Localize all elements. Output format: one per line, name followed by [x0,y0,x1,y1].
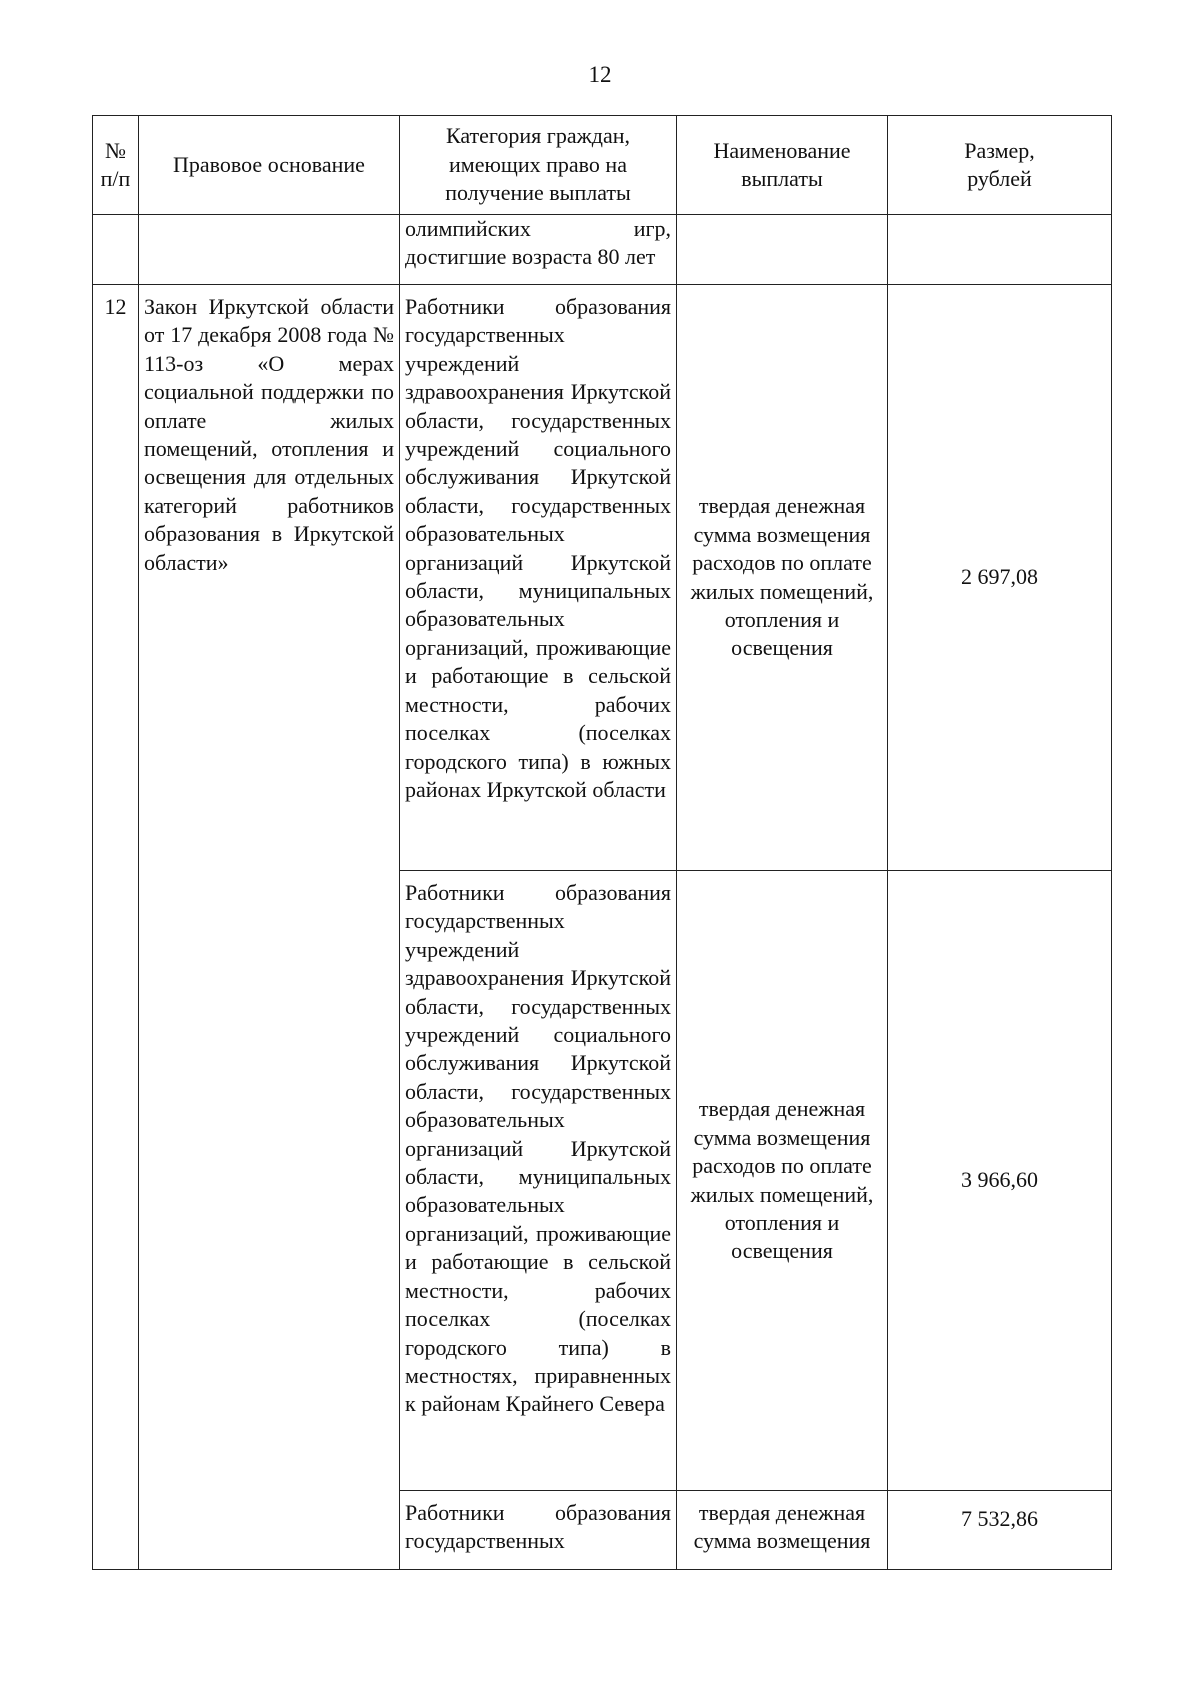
table-row [93,285,1112,871]
table-header-row [93,116,1112,215]
header-citizen-category: Категория граждан, имеющих право на получение выплаты [400,116,677,215]
payment-name-cell: твердая денежная сумма возмещения расходов по оплате жилых помещений, отопления и освещения [677,871,888,1491]
page-number: 12 [588,62,612,87]
amount-cell: 3 966,60 [888,871,1112,1491]
header-legal-basis: Правовое основание [139,116,400,215]
row-number-cell: 12 [93,285,139,1570]
amount-cell: 7 532,86 [888,1491,1112,1570]
header-amount: Размер, рублей [888,116,1112,215]
category-cell: Работники образования государственных учреждений здравоохранения Иркутской области, государственных учреждений социального обслуживания Иркутской области, государственных образовательных организаций Иркутской области, муниципальных образовательных организаций, проживающие и работающие в сельской местности, рабочих поселках (поселках городского типа) в южных районах Иркутской области [400,285,677,871]
category-cell: олимпийских игр, достигшие возраста 80 лет [400,215,677,285]
legal-basis-cell: Закон Иркутской области от 17 декабря 2008 года № 113-оз «О мерах социальной поддержки по оплате жилых помещений, отопления и освещения для отдельных категорий работников образования в Иркутской области» [139,285,400,1570]
header-number: № п/п [93,116,139,215]
category-cell: Работники образования государственных учреждений здравоохранения Иркутской области, государственных учреждений социального обслуживания Иркутской области, государственных образовательных организаций Иркутской области, муниципальных образовательных организаций, проживающие и работающие в сельской местности, рабочих поселках (поселках городского типа) в местностях, приравненных к районам Крайнего Севера [400,871,677,1491]
amount-cell: 2 697,08 [888,285,1112,871]
payment-name-cell: твердая денежная сумма возмещения расходов по оплате жилых помещений, отопления и освещения [677,285,888,871]
benefits-table [92,115,1112,1570]
category-cell: Работники образования государственных [400,1491,677,1570]
payment-name-cell: твердая денежная сумма возмещения [677,1491,888,1570]
header-payment-name: Наименование выплаты [677,116,888,215]
table-row [93,215,1112,285]
